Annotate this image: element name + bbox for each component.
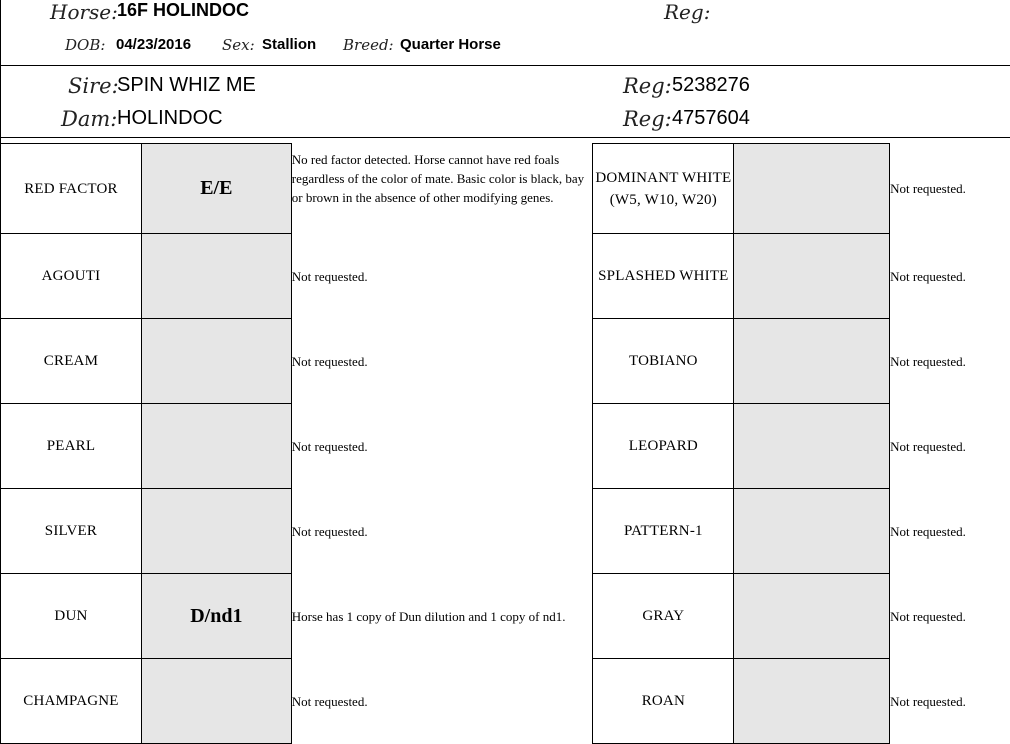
- table-row: [1, 489, 1010, 574]
- header-divider: [0, 65, 1010, 66]
- table-row: [1, 659, 1010, 744]
- test-description: Not requested.: [890, 438, 966, 454]
- test-result: [734, 574, 890, 659]
- dam-label: Dam:: [61, 107, 118, 131]
- sire-label: Sire:: [68, 74, 119, 98]
- test-name: CREAM: [1, 319, 142, 404]
- table-row: [1, 574, 1010, 659]
- test-description: Not requested.: [291, 659, 593, 744]
- horse-name-label: Horse:: [50, 0, 118, 24]
- test-result: E/E: [141, 144, 291, 234]
- test-result: [141, 404, 291, 489]
- test-description: Not requested.: [890, 693, 966, 709]
- test-description: Not requested.: [291, 404, 593, 489]
- table-row: [1, 404, 1010, 489]
- test-name: PATTERN-1: [593, 489, 734, 574]
- sire-reg-label: Reg:: [623, 74, 672, 98]
- test-description: Not requested.: [890, 181, 966, 196]
- sex-label: Sex:: [222, 36, 255, 54]
- test-description: Not requested.: [890, 608, 966, 624]
- test-name: CHAMPAGNE: [1, 659, 142, 744]
- test-result: [734, 319, 890, 404]
- test-result: [141, 659, 291, 744]
- test-result: [734, 489, 890, 574]
- test-result: [734, 144, 890, 234]
- test-name: ROAN: [593, 659, 734, 744]
- horse-reg-label: Reg:: [664, 0, 711, 24]
- sire-reg: 5238276: [672, 74, 750, 96]
- test-description: Not requested.: [291, 319, 593, 404]
- test-results-table: [0, 143, 1010, 744]
- dam-reg-label: Reg:: [623, 107, 672, 131]
- test-description: Not requested.: [291, 489, 593, 574]
- test-result: [734, 234, 890, 319]
- test-name: LEOPARD: [593, 404, 734, 489]
- test-name: AGOUTI: [1, 234, 142, 319]
- table-row: [1, 234, 1010, 319]
- test-name: TOBIANO: [593, 319, 734, 404]
- test-name: RED FACTOR: [1, 144, 142, 234]
- test-description: No red factor detected. Horse cannot have red foals regardless of the color of mate. Basic color is black, bay or brown in the absence of other modifying genes.: [291, 144, 593, 234]
- test-name: SPLASHED WHITE: [593, 234, 734, 319]
- breed-value: Quarter Horse: [400, 36, 501, 53]
- left-frame-line: [0, 0, 1, 143]
- test-result: [141, 319, 291, 404]
- test-name: SILVER: [1, 489, 142, 574]
- test-name: DUN: [1, 574, 142, 659]
- test-description: Not requested.: [890, 268, 966, 284]
- test-result: [141, 489, 291, 574]
- breed-label: Breed:: [343, 36, 394, 54]
- table-row: [1, 144, 1010, 234]
- test-description: Not requested.: [890, 523, 966, 539]
- test-description: Not requested.: [890, 353, 966, 369]
- test-result: [734, 659, 890, 744]
- horse-name: 16F HOLINDOC: [117, 0, 250, 20]
- test-name: GRAY: [593, 574, 734, 659]
- test-name: PEARL: [1, 404, 142, 489]
- dob-value: 04/23/2016: [116, 36, 192, 53]
- test-result: D/nd1: [141, 574, 291, 659]
- sire-name: SPIN WHIZ ME: [117, 74, 256, 96]
- test-result: [734, 404, 890, 489]
- table-row: [1, 319, 1010, 404]
- dam-name: HOLINDOC: [117, 107, 223, 129]
- dob-label: DOB:: [65, 36, 106, 54]
- test-result: [141, 234, 291, 319]
- test-name: DOMINANT WHITE (W5, W10, W20): [593, 144, 734, 234]
- test-description: Horse has 1 copy of Dun dilution and 1 copy of nd1.: [291, 574, 593, 659]
- pedigree-divider: [0, 137, 1010, 138]
- dam-reg: 4757604: [672, 107, 750, 129]
- test-description: Not requested.: [291, 234, 593, 319]
- sex-value: Stallion: [262, 36, 317, 53]
